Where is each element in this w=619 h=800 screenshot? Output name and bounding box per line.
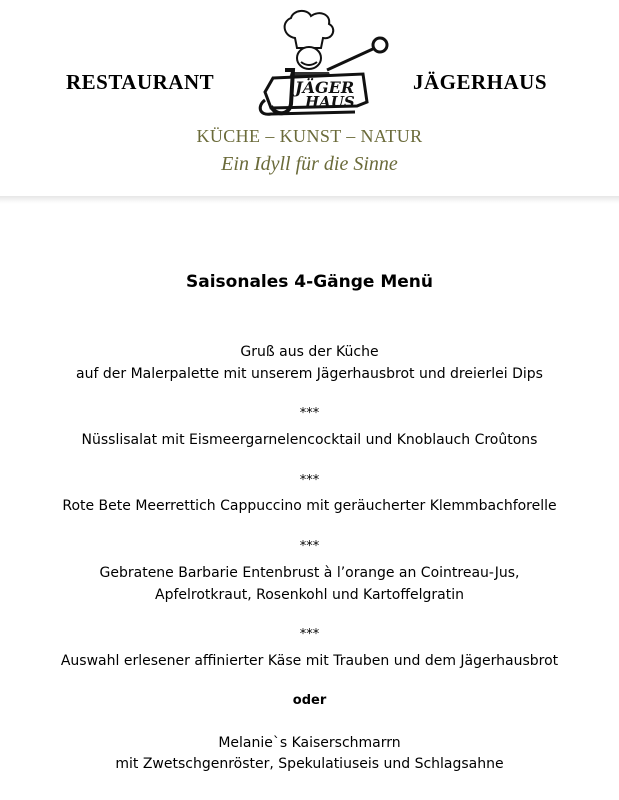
course-4-title: Gebratene Barbarie Entenbrust à l’orange an Cointreau-Jus, xyxy=(99,565,520,581)
course-5: Auswahl erlesener affinierter Käse mit Trauben und dem Jägerhausbrot xyxy=(60,653,559,669)
logo-text-haus: HAUS xyxy=(305,93,355,111)
menu-title: Saisonales 4-Gänge Menü xyxy=(186,272,433,292)
letterhead xyxy=(0,0,619,200)
course-6-title: Melanie`s Kaiserschmarrn xyxy=(218,735,401,751)
brand-restaurant: RESTAURANT xyxy=(66,70,215,94)
course-2: Nüsslisalat mit Eismeergarnelencocktail und Knoblauch Croûtons xyxy=(81,432,538,448)
separator: *** xyxy=(299,406,320,421)
course-6-detail: mit Zwetschgenröster, Spekulatiuseis und Schlagsahne xyxy=(115,756,504,772)
separator: *** xyxy=(299,539,320,554)
alternative-or: oder xyxy=(292,693,327,708)
tagline-idyll: Ein Idyll für die Sinne xyxy=(221,153,398,175)
course-4-detail: Apfelrotkraut, Rosenkohl und Kartoffelgratin xyxy=(155,587,464,603)
tagline-kueche-kunst-natur: KÜCHE – KUNST – NATUR xyxy=(196,126,423,146)
course-1-detail: auf der Malerpalette mit unserem Jägerhausbrot und dreierlei Dips xyxy=(76,366,543,382)
course-1-title: Gruß aus der Küche xyxy=(240,344,379,360)
course-3: Rote Bete Meerrettich Cappuccino mit geräucherter Klemmbachforelle xyxy=(62,498,557,514)
separator: *** xyxy=(299,627,320,642)
header-divider xyxy=(0,196,619,204)
separator: *** xyxy=(299,473,320,488)
jaegerhaus-logo xyxy=(235,8,395,123)
brand-jaegerhaus: JÄGERHAUS xyxy=(413,70,548,94)
logo-text-jaeger: JÄGER xyxy=(295,78,355,97)
